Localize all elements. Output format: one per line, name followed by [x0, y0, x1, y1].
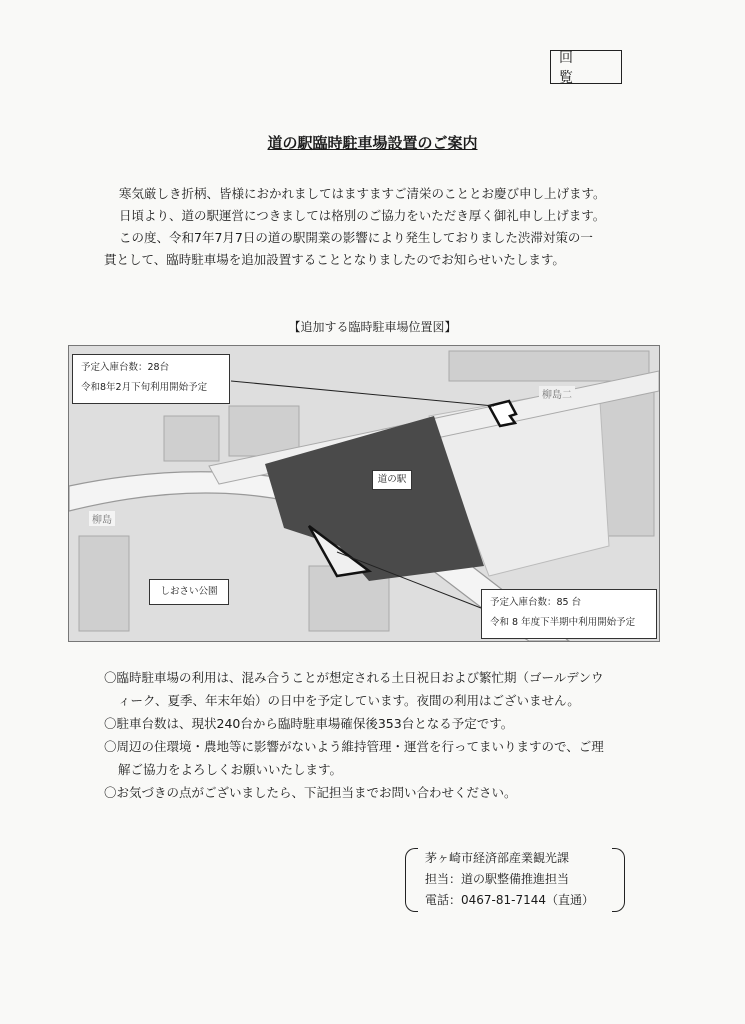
page-title: 道の駅臨時駐車場設置のご案内 [267, 134, 478, 152]
road-label-right: 柳島二 [539, 386, 575, 401]
map-heading: 【追加する臨時駐車場位置図】 [288, 320, 457, 334]
bracket-right [612, 848, 625, 912]
intro-line-1: 寒気厳しき折柄、皆様におかれましてはますますご清栄のこととお慶び申し上げます。 [119, 186, 606, 201]
road-label-left: 柳島 [89, 511, 115, 526]
intro-line-4: 貫として、臨時駐車場を追加設置することとなりましたのでお知らせいたします。 [104, 252, 565, 267]
intro-line-3: この度、令和7年7月7日の道の駅開業の影響により発生しておりました渋滞対策の一 [119, 230, 593, 245]
note-line-2: ィーク、夏季、年末年始）の日中を予定しています。夜間の利用はございません。 [118, 693, 580, 708]
bracket-left [405, 848, 418, 912]
intro-line-2: 日頃より、道の駅運営につきましては格別のご協力をいただき厚く御礼申し上げます。 [119, 208, 606, 223]
callout-south [481, 589, 657, 639]
note-line-6: 〇お気づきの点がございましたら、下記担当までお問い合わせください。 [104, 785, 517, 800]
callout-north-capacity: 予定入庫台数：28台 [81, 362, 170, 373]
callout-south-schedule: 令和 8 年度下半期中利用開始予定 [490, 617, 636, 628]
station-label: 道の駅 [372, 470, 412, 490]
callout-south-capacity: 予定入庫台数：85 台 [490, 597, 582, 608]
notes-list [104, 666, 604, 804]
note-line-3: 〇駐車台数は、現状240台から臨時駐車場確保後353台となる予定です。 [104, 716, 514, 731]
location-map [68, 345, 660, 642]
callout-north [72, 354, 230, 404]
callout-north-schedule: 令和8年2月下旬利用開始予定 [81, 382, 208, 393]
park-label: しおさい公園 [149, 579, 229, 605]
contact-phone: 電話：0467-81-7144（直通） [425, 893, 595, 907]
note-line-5: 解ご協力をよろしくお願いいたします。 [118, 762, 343, 777]
contact-person: 担当：道の駅整備推進担当 [425, 872, 570, 886]
contact-department: 茅ヶ崎市経済部産業観光課 [425, 851, 570, 865]
note-line-4: 〇周辺の住環境・農地等に影響がないよう維持管理・運営を行ってまいりますので、ご理 [104, 739, 604, 754]
contact-block [405, 848, 625, 910]
circulation-stamp: 回 覧 [550, 50, 622, 84]
note-line-1: 〇臨時駐車場の利用は、混み合うことが想定される土日祝日および繁忙期（ゴールデンウ [104, 670, 604, 685]
